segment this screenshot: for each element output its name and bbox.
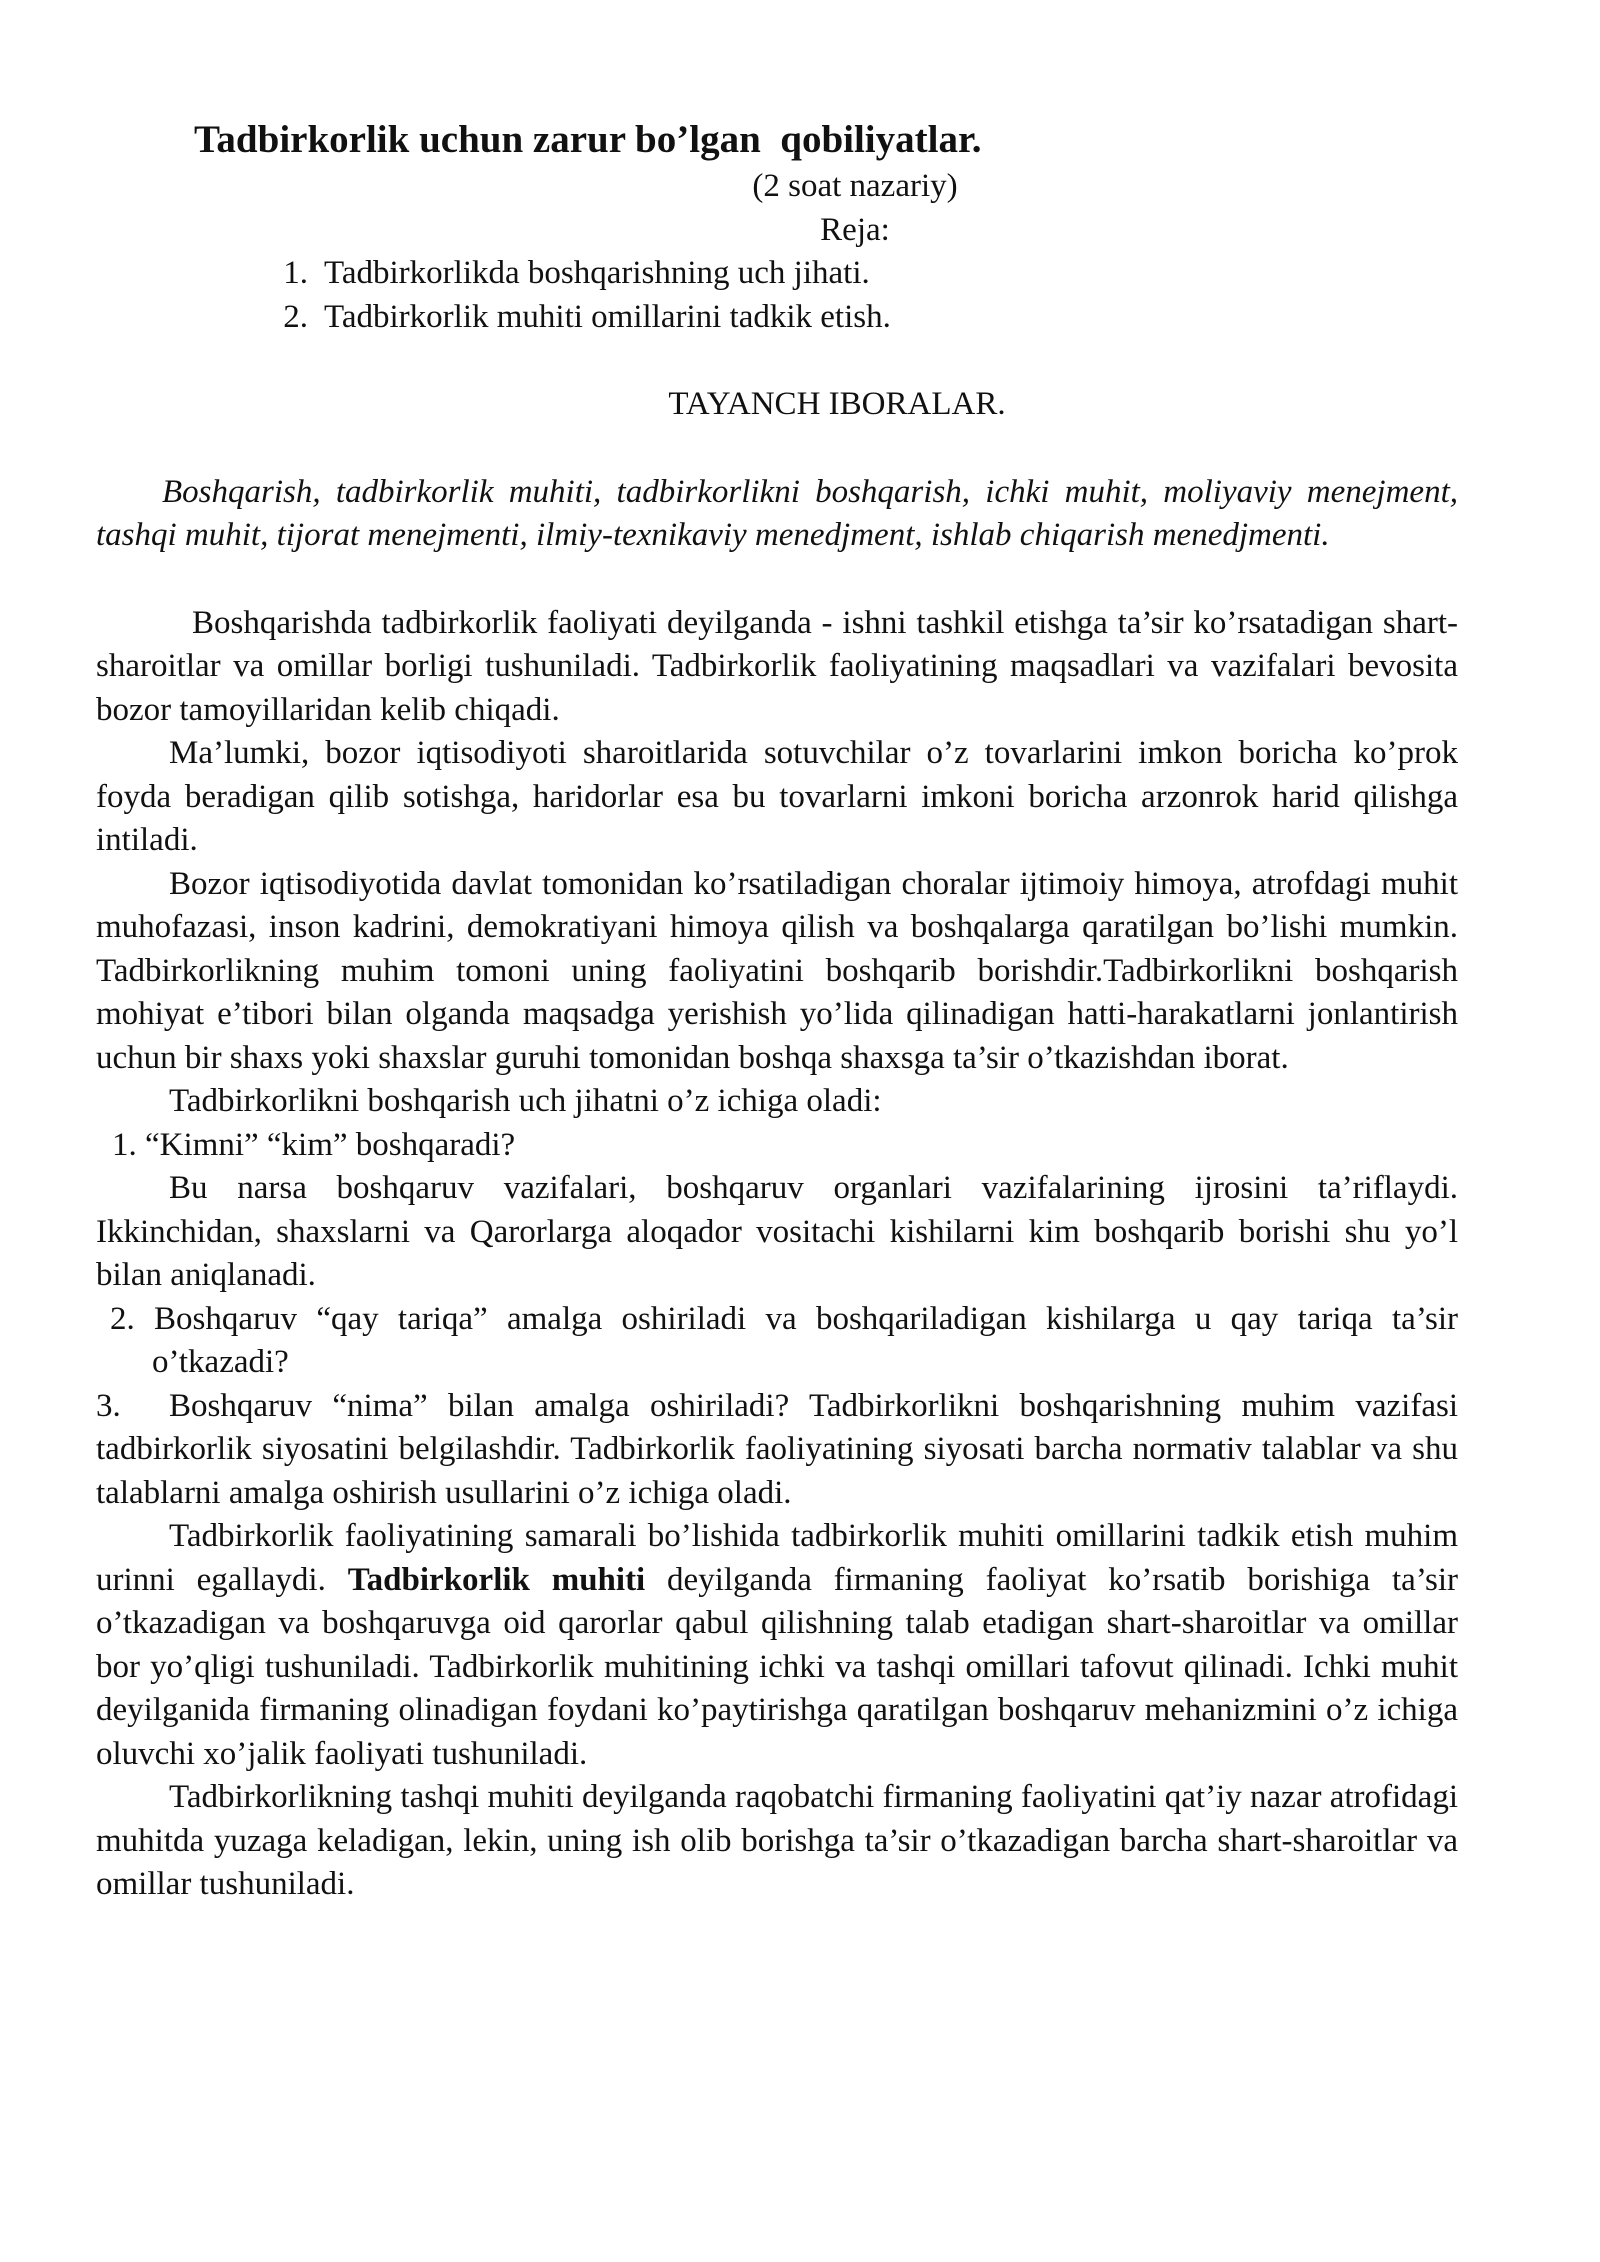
plan-item-number: 1. xyxy=(283,255,308,291)
paragraph-5: Bu narsa boshqaruv vazifalari, boshqaruv organlari vazifalarining ijrosini ta’riflaydi. Ikkinchidan, shaxslarni va Qarorlarga aloqador vositachi kishilarni kim boshqarib borishi shu yo’l bilan aniqlanadi. xyxy=(96,1170,1458,1293)
spacer xyxy=(96,427,1458,471)
spacer xyxy=(96,558,1458,602)
plan-list xyxy=(96,252,1458,339)
term-tadbirkorlik-muhiti: Tadbirkorlik muhiti xyxy=(347,1561,646,1598)
paragraph-3: Bozor iqtisodiyotida davlat tomonidan ko’rsatiladigan choralar ijtimoiy himoya, atrofdagi muhit muhofazasi, inson kadrini, demokratiyani himoya qilish va boshqalarga qaratilgan bo’lishi mumkin. Tadbirkorlikning muhim tomoni uning faoliyatini boshqarib borishdir.Tadbirkorlikni boshqarish mohiyat e’tibori bilan olganda maqsadga yerishish yo’lida qilinadigan hatti-harakatlarni jonlantirish uchun bir shaxs yoki shaxslar guruhi tomonidan boshqa shaxsga ta’sir o’tkazishdan iborat. xyxy=(96,865,1458,1076)
plan-item-number: 2. xyxy=(283,298,308,335)
plan-item xyxy=(274,296,1458,340)
list-item-3 xyxy=(96,1385,1458,1516)
paragraph-1: Boshqarishda tadbirkorlik faoliyati deyilganda - ishni tashkil etishga ta’sir ko’rsatadigan shart-sharoitlar va omillar borligi tushuniladi. Tadbirkorlik faoliyatining maqsadlari va vazifalari bevosita bozor tamoyillaridan kelib chiqadi. xyxy=(96,604,1458,728)
document-subtitle: (2 soat nazariy) xyxy=(752,168,958,204)
paragraph-2: Ma’lumki, bozor iqtisodiyoti sharoitlarida sotuvchilar o’z tovarlarini imkon boricha ko’prok foyda beradigan qilib sotishga, haridorlar esa bu tovarlarni imkoni boricha arzonrok harid qilishga intiladi. xyxy=(96,735,1458,858)
paragraph-6-end: deyilganda firmaning faoliyat ko’rsatib borishiga ta’sir o’tkazadigan va boshqaruvga oid qarorlar qabul qilishning talab etadigan shart-sharoitlar va omillar bor yo’qligi tushuniladi. Tadbirkorlik muhitining ichki va tashqi omillari tafovut qilinadi. Ichki muhit deyilganida firmaning olinadigan foydani ko’paytirishga qaratilgan boshqaruv mehanizmini o’z ichiga oluvchi xo’jalik faoliyati tushuniladi. xyxy=(96,1561,1458,1772)
spacer xyxy=(96,339,1458,383)
list-item-1: 1. “Kimni” “kim” boshqaradi? xyxy=(112,1126,516,1163)
keywords-heading: TAYANCH IBORALAR. xyxy=(668,386,1006,422)
paragraph-6 xyxy=(96,1515,1458,1776)
list-item-3-number: 3. xyxy=(96,1387,121,1424)
paragraph-4: Tadbirkorlikni boshqarish uch jihatni o’z ichiga oladi: xyxy=(169,1083,882,1119)
document-body xyxy=(96,115,1458,1907)
plan-item-text: Tadbirkorlikda boshqarishning uch jihati. xyxy=(324,255,870,291)
document-title: Tadbirkorlik uchun zarur bo’lgan qobiliyatlar. xyxy=(194,118,982,161)
plan-item-text: Tadbirkorlik muhiti omillarini tadkik etish. xyxy=(324,298,891,335)
paragraph-7: Tadbirkorlikning tashqi muhiti deyilganda raqobatchi firmaning faoliyatini qat’iy nazar atrofidagi muhitda yuzaga keladigan, lekin, uning ish olib borishga ta’sir o’tkazadigan barcha shart-sharoitlar va omillar tushuniladi. xyxy=(96,1779,1458,1902)
list-item-2: 2. Boshqaruv “qay tariqa” amalga oshiriladi va boshqariladigan kishilarga u qay tariqa ta’sir o’tkazadi? xyxy=(110,1300,1458,1380)
plan-heading: Reja: xyxy=(820,211,890,248)
keywords-paragraph: Boshqarish, tadbirkorlik muhiti, tadbirkorlikni boshqarish, ichki muhit, moliyaviy menejment, tashqi muhit, tijorat menejmenti, ilmiy-texnikaviy menedjment, ishlab chiqarish menedjmenti. xyxy=(96,473,1458,553)
list-item-3-text: Boshqaruv “nima” bilan amalga oshiriladi? Tadbirkorlikni boshqarishning muhim vazifasi tadbirkorlik siyosatini belgilashdir. Tadbirkorlik faoliyatining siyosati barcha normativ talablar va shu talablarni amalga oshirish usullarini o’z ichiga oladi. xyxy=(96,1387,1458,1511)
paragraph-6-start: Tadbirkorlik faoliyatining samarali bo’lishida tadbirkorlik muhiti omillarini tadkik etish muhim urinni egallaydi. xyxy=(96,1518,1458,1598)
plan-item xyxy=(274,252,1458,296)
